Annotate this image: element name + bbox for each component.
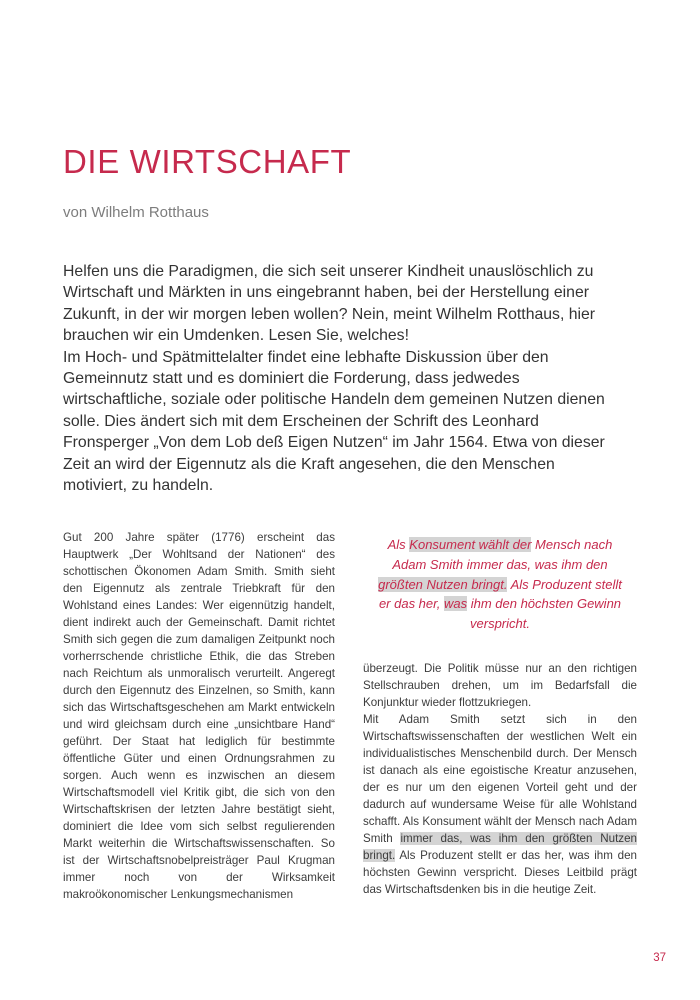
left-column-text: Gut 200 Jahre später (1776) erscheint das Hauptwerk „Der Wohltsand der Nationen“ des schottischen Ökonomen Adam Smith. Smith sieht den Eigennutz als zentrale Triebkraft für den Wohlstand eines Landes: Wer eigennützig handelt, dient indirekt auch der Gemeinschaft. Damit richtet Smith sich gegen die zum damaligen Zeitpunkt noch vorherrschende christliche Ethik, die das Streben nach Reichtum als unmoralisch verurteilt. Angeregt durch den Eigennutz des Einzelnen, so Smith, kann sich das Wirtschaftsgeschehen am Markt entwickeln und wird gleichsam durch eine „unsichtbare Hand“ geführt. Der Staat hat lediglich für bestimmte öffentliche Güter und einen Ordnungsrahmen zu sorgen. Auch wenn es inzwischen an diesem Wirtschaftsmodell viel Kritik gibt, die sich von den Wirtschaftskrisen der letzten Jahre bestätigt sieht, dominiert die Idee vom sich selbst regulierenden Markt weiterhin die Wirtschaftswissenschaften. So ist der Wirtschaftsnobelpreisträger Paul Krugman immer noch von der Wirksamkeit makroökonomischer Lenkungsmechanismen <box>63 531 335 902</box>
intro-paragraph-2: Im Hoch- und Spätmittelalter findet eine lebhafte Diskussion über den Gemeinnutz statt und es dominiert die Forderung, dass jedwedes wirtschaftliche, soziale oder politische Handeln dem gemeinen Nutzen dienen solle. Dies ändert sich mit dem Erscheinen der Schrift des Leonhard Fronsperger „Von dem Lob deß Eigen Nutzen“ im Jahr 1564. Etwa von dieser Zeit an wird der Eigennutz als die Kraft angesehen, die den Menschen motiviert, zu handeln. <box>63 348 605 495</box>
article-byline: von Wilhelm Rotthaus <box>63 204 209 221</box>
intro-paragraph-1: Helfen uns die Paradigmen, die sich seit unserer Kindheit unauslöschlich zu Wirtschaft und Märkten in uns eingebrannt haben, bei der Herstellung einer Zukunft, in der wir morgen leben wollen? Nein, meint Wilhelm Rotthaus, hier brauchen wir ein Umdenken. Lesen Sie, welches! <box>63 263 596 345</box>
article-intro <box>63 261 615 496</box>
pull-quote: Als Konsument wählt der Mensch nach Adam Smith immer das, was ihm den größten Nutzen bringt. Als Produzent stellt er das her, was ihm den höchsten Gewinn verspricht. <box>378 537 622 631</box>
article-header <box>63 145 637 221</box>
page-number: 37 <box>653 952 666 964</box>
right-column-paragraph-2: Mit Adam Smith setzt sich in den Wirtschaftswissenschaften der westlichen Welt ein individualistisches Menschenbild durch. Der Mensch ist danach als eine egoistische Kreatur anzusehen, der es nur um den eigenen Vorteil geht und der dadurch auf wundersame Weise für alle Wohlstand schafft. Als Konsument wählt der Mensch nach Adam Smith immer das, was ihm den größten Nutzen bringt. Als Produzent stellt er das her, was ihm den höchsten Gewinn verspricht. Dieses Leitbild prägt das Wirtschaftsdenken bis in die heutige Zeit. <box>363 713 637 897</box>
right-column-paragraph-1: überzeugt. Die Politik müsse nur an den richtigen Stellschrauben drehen, um im Bedarfsfall die Konjunktur wieder flottzukriegen. <box>363 662 637 710</box>
column-right <box>363 529 637 903</box>
column-left <box>63 529 335 903</box>
article-title: DIE WIRTSCHAFT <box>63 143 352 180</box>
article-columns <box>63 529 637 903</box>
